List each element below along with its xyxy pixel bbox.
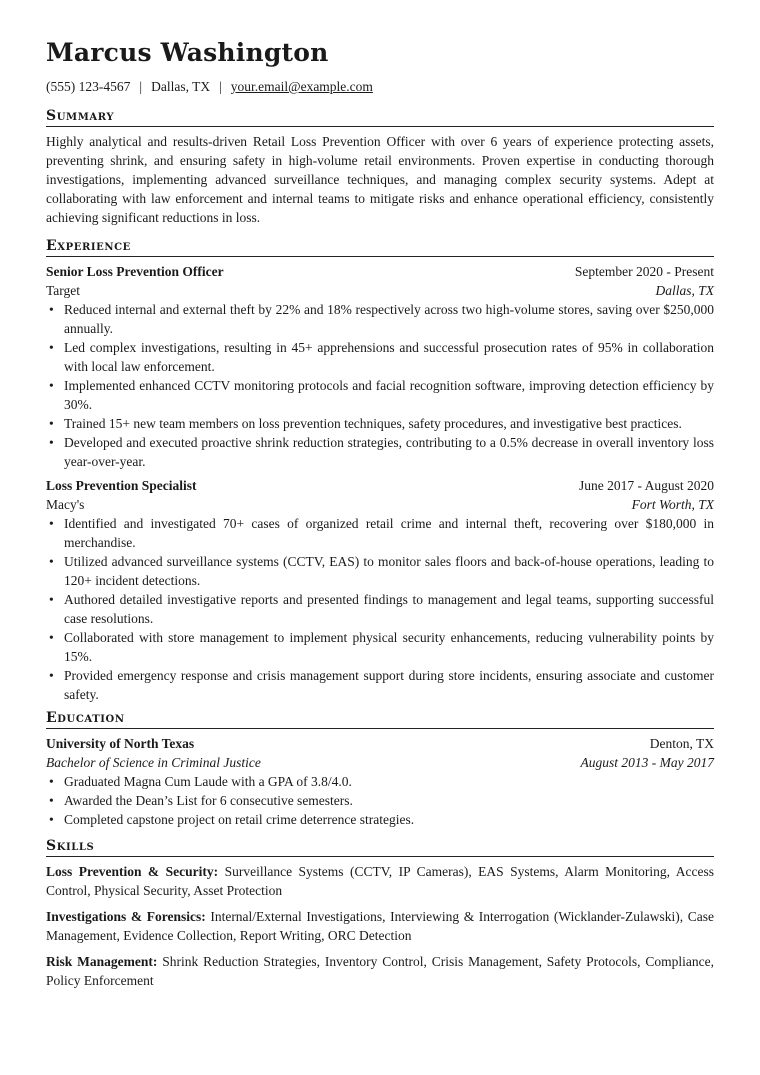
bullet-item: • Trained 15+ new team members on loss prevention techniques, safety procedures, and investigative best practices. xyxy=(46,414,714,433)
education-heading: Education xyxy=(46,709,714,729)
job-dates: June 2017 - August 2020 xyxy=(579,478,714,493)
contact-separator: | xyxy=(139,79,143,94)
job-bullets xyxy=(46,300,714,471)
skill-items: Internal/External Investigations, Interviewing & Interrogation (Wicklander-Zulawski), Case Management, Evidence Collection, Report Writing, ORC Detection xyxy=(46,909,714,943)
job-entry xyxy=(46,262,714,471)
skill-group xyxy=(46,907,714,945)
school-name: University of North Texas xyxy=(46,736,195,751)
job-location: Fort Worth, TX xyxy=(631,497,714,512)
bullet-item: • Authored detailed investigative reports and presented findings to management and legal teams, supporting successful case resolutions. xyxy=(46,590,714,628)
job-title: Senior Loss Prevention Officer xyxy=(46,264,224,279)
bullet-item: • Developed and executed proactive shrink reduction strategies, contributing to a 0.5% decrease in overall inventory loss year-over-year. xyxy=(46,433,714,471)
degree: Bachelor of Science in Criminal Justice xyxy=(46,755,261,770)
bullet-item: • Utilized advanced surveillance systems (CCTV, EAS) to monitor sales floors and back-of-house operations, leading to 120+ incident detections. xyxy=(46,552,714,590)
bullet-item: • Awarded the Dean’s List for 6 consecutive semesters. xyxy=(46,791,714,810)
summary-heading: Summary xyxy=(46,107,714,127)
skills-heading: Skills xyxy=(46,837,714,857)
skill-items: Shrink Reduction Strategies, Inventory Control, Crisis Management, Safety Protocols, Compliance, Policy Enforcement xyxy=(46,954,714,988)
bullet-item: • Collaborated with store management to implement physical security enhancements, reducing vulnerability points by 15%. xyxy=(46,628,714,666)
job-dates: September 2020 - Present xyxy=(574,264,714,279)
summary-text: Highly analytical and results-driven Retail Loss Prevention Officer with over 6 years of experience protecting assets, preventing shrink, and ensuring safety in high-volume retail environments. Proven expertise in conducting thorough investigations, implementing advanced surveillance techniques, and managing complex security systems. Adept at collaborating with law enforcement and internal teams to mitigate risks and enhance operational efficiency, consistently achieving significant reductions in loss. xyxy=(46,134,714,225)
company-name: Macy's xyxy=(46,497,85,512)
bullet-item: • Implemented enhanced CCTV monitoring protocols and facial recognition software, improving detection efficiency by 30%. xyxy=(46,376,714,414)
job-bullets xyxy=(46,514,714,704)
school-location: Denton, TX xyxy=(649,736,714,751)
bullet-item: • Identified and investigated 70+ cases of organized retail crime and internal theft, recovering over $180,000 in merchandise. xyxy=(46,514,714,552)
education-dates: August 2013 - May 2017 xyxy=(580,755,714,770)
education-section xyxy=(46,709,714,829)
email-link[interactable]: your.email@example.com xyxy=(230,79,373,94)
experience-heading: Experience xyxy=(46,237,714,257)
skill-label: Investigations & Forensics: xyxy=(46,909,206,924)
bullet-item: • Led complex investigations, resulting in 45+ apprehensions and successful prosecution rates of 95% in collaboration with local law enforcement. xyxy=(46,338,714,376)
job-title: Loss Prevention Specialist xyxy=(46,478,197,493)
education-bullets xyxy=(46,772,714,829)
bullet-item: • Graduated Magna Cum Laude with a GPA of 3.8/4.0. xyxy=(46,772,714,791)
skill-group xyxy=(46,952,714,990)
bullet-item: • Completed capstone project on retail crime deterrence strategies. xyxy=(46,810,714,829)
contact-line xyxy=(46,78,714,95)
job-location: Dallas, TX xyxy=(655,283,714,298)
skill-group xyxy=(46,862,714,900)
bullet-item: • Provided emergency response and crisis management support during store incidents, ensuring associate and customer safety. xyxy=(46,666,714,704)
candidate-name: Marcus Washington xyxy=(46,38,329,67)
job-entry xyxy=(46,476,714,704)
company-name: Target xyxy=(46,283,81,298)
location: Dallas, TX xyxy=(151,79,211,94)
skill-label: Loss Prevention & Security: xyxy=(46,864,219,879)
bullet-item: • Reduced internal and external theft by 22% and 18% respectively across two high-volume stores, saving over $250,000 annually. xyxy=(46,300,714,338)
contact-separator: | xyxy=(219,79,222,94)
skill-items: Surveillance Systems (CCTV, IP Cameras), EAS Systems, Alarm Monitoring, Access Control, Physical Security, Asset Protection xyxy=(46,864,715,898)
skill-label: Risk Management: xyxy=(46,954,158,969)
phone: (555) 123-4567 xyxy=(46,79,131,94)
